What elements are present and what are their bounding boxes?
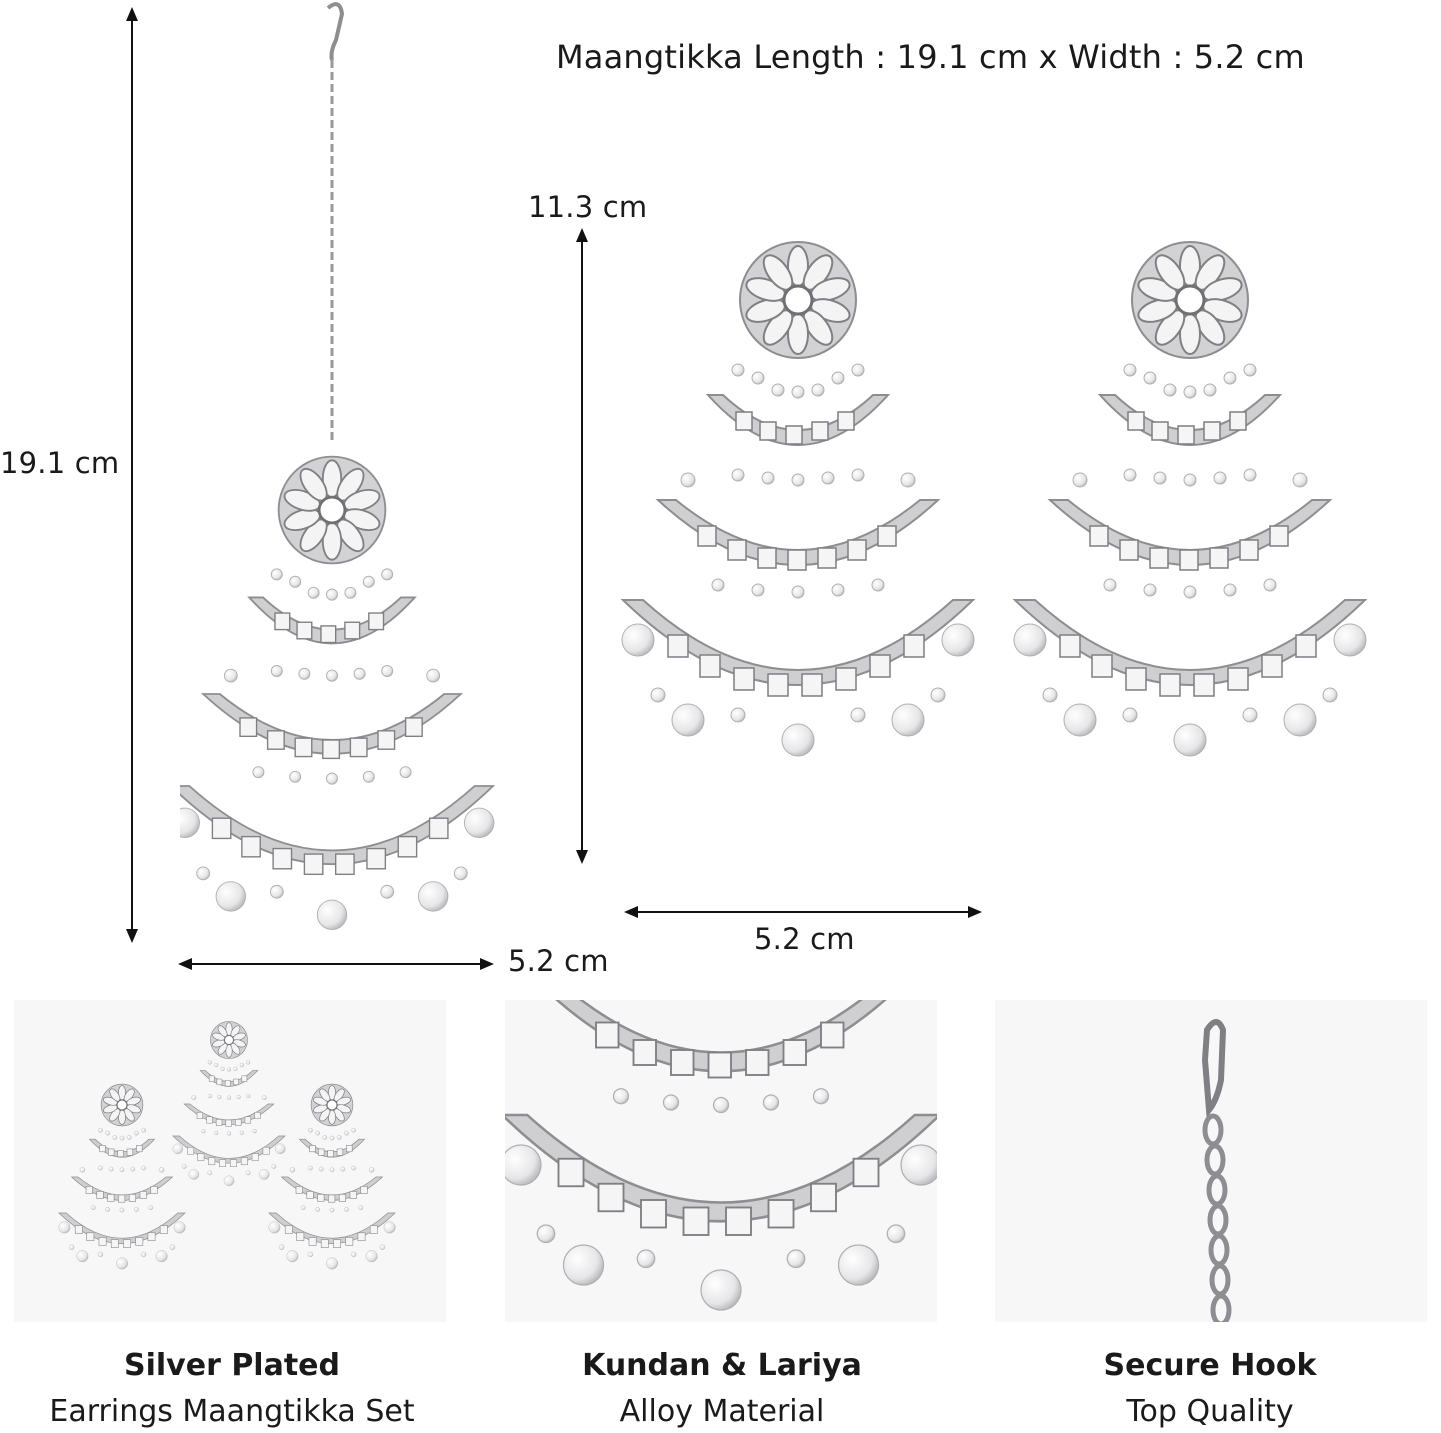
- feature-2-title: Kundan & Lariya: [582, 1348, 862, 1383]
- feature-2-subtitle: Alloy Material: [619, 1394, 825, 1429]
- panel-closeup-image: [505, 1000, 937, 1322]
- earring-width-arrow: [622, 900, 984, 924]
- kundan-closeup-thumbnail: [505, 1000, 937, 1322]
- panel-set-image: [14, 1000, 446, 1322]
- tikka-width-arrow: [176, 952, 496, 976]
- tikka-height-label: 19.1 cm: [0, 446, 120, 480]
- earring-left-image: [610, 230, 990, 870]
- feature-3-subtitle: Top Quality: [1126, 1394, 1294, 1429]
- panel-hook-image: [995, 1000, 1427, 1322]
- feature-1-title: Silver Plated: [124, 1348, 340, 1383]
- maangtikka-image: [180, 0, 500, 945]
- earring-width-label: 5.2 cm: [754, 922, 855, 956]
- earring-height-arrow: [570, 226, 594, 866]
- tikka-height-arrow: [120, 5, 144, 945]
- feature-3-title: Secure Hook: [1103, 1348, 1317, 1383]
- earrings-set-thumbnail: [14, 1000, 446, 1322]
- feature-1-subtitle: Earrings Maangtikka Set: [49, 1394, 415, 1429]
- hook-thumbnail: [995, 1000, 1427, 1322]
- earring-height-label: 11.3 cm: [528, 190, 648, 224]
- earring-right-image: [1000, 230, 1380, 870]
- tikka-width-label: 5.2 cm: [508, 944, 609, 978]
- dimension-header: Maangtikka Length : 19.1 cm x Width : 5.2 cm: [556, 38, 1305, 76]
